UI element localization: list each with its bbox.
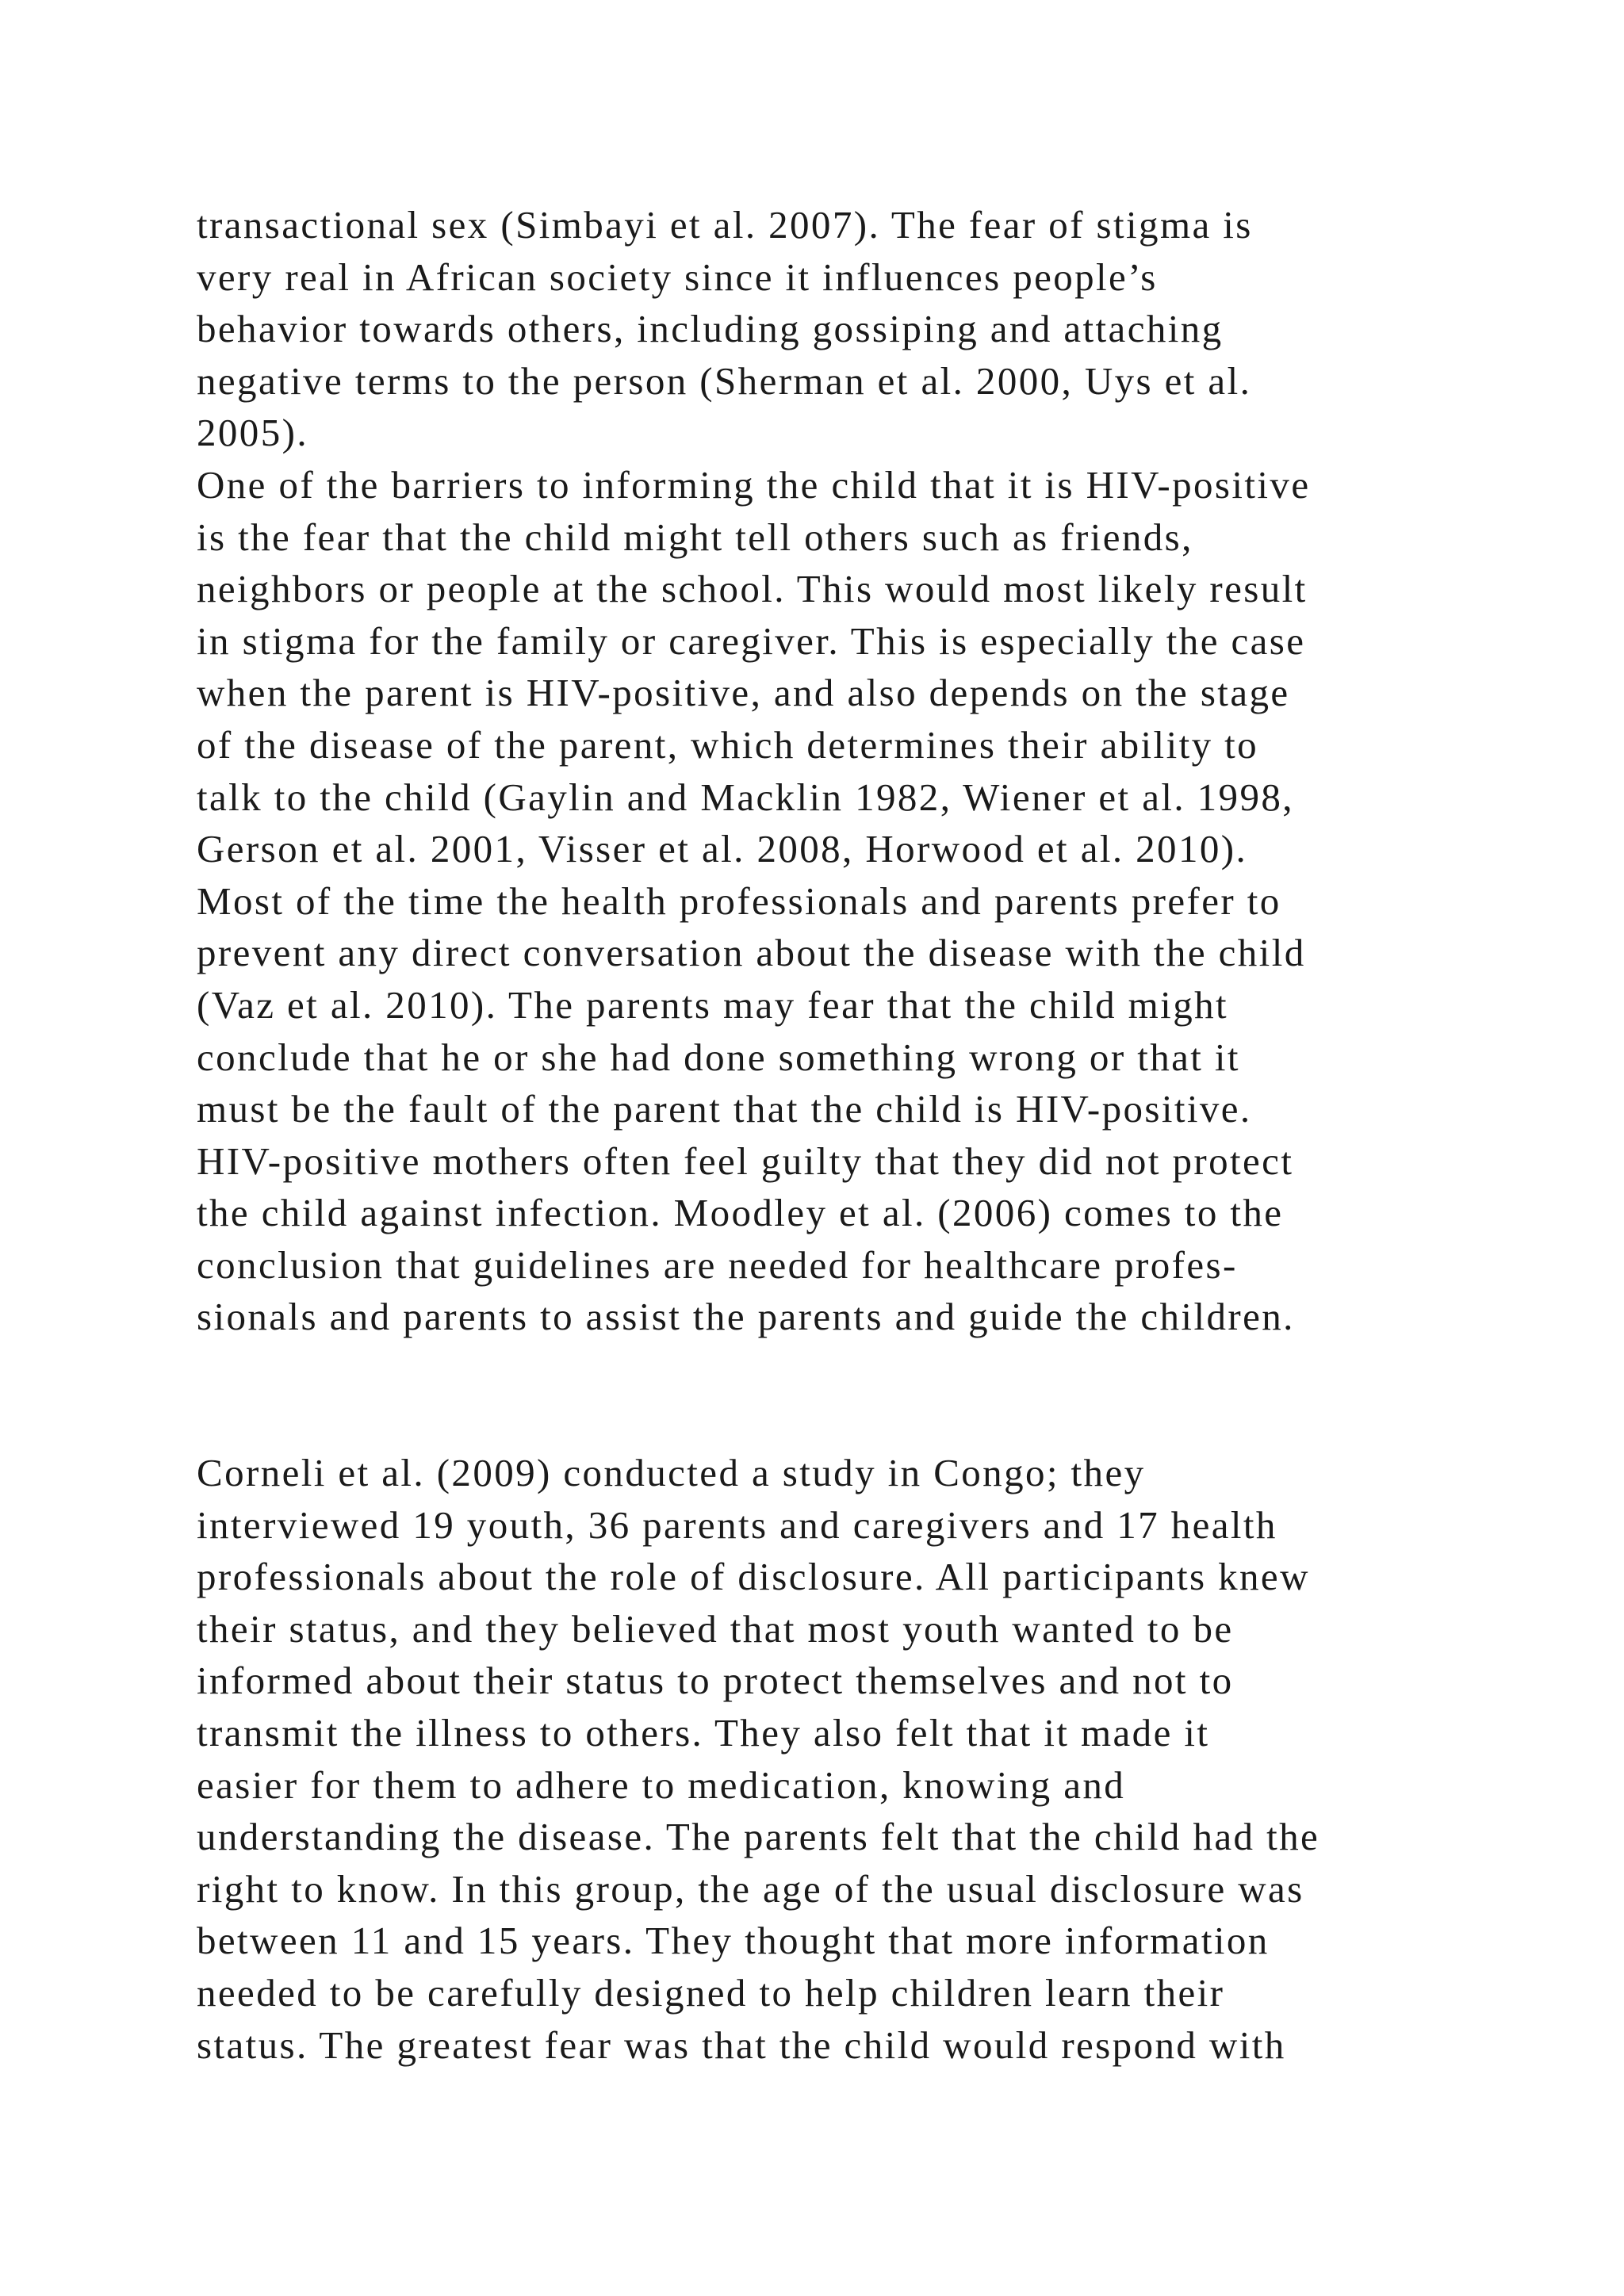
text-line: in stigma for the family or caregiver. This is especially the case (197, 618, 1306, 663)
text-line: sionals and parents to assist the parents and guide the children. (197, 1295, 1295, 1339)
text-line: informed about their status to protect themselves and not to (197, 1659, 1234, 1703)
text-line: transactional sex (Simbayi et al. 2007). The fear of stigma is (197, 203, 1253, 247)
text-line: conclusion that guidelines are needed for healthcare profes- (197, 1242, 1238, 1287)
text-line: negative terms to the person (Sherman et al. 2000, Uys et al. (197, 358, 1252, 403)
text-line: 2005). (197, 411, 308, 455)
text-line: of the disease of the parent, which determines their ability to (197, 722, 1259, 767)
text-line: must be the fault of the parent that the child is HIV-positive. (197, 1087, 1252, 1131)
text-line: professionals about the role of disclosure. All participants knew (197, 1555, 1310, 1599)
text-line: behavior towards others, including gossiping and attaching (197, 307, 1224, 351)
text-line: understanding the disease. The parents felt that the child had the (197, 1815, 1320, 1859)
text-line: easier for them to adhere to medication, knowing and (197, 1762, 1126, 1807)
text-line: is the fear that the child might tell others such as friends, (197, 515, 1193, 559)
text-line: the child against infection. Moodley et al. (2006) comes to the (197, 1191, 1284, 1235)
text-line: prevent any direct conversation about the disease with the child (197, 931, 1306, 975)
text-line: Gerson et al. 2001, Visser et al. 2008, Horwood et al. 2010). (197, 827, 1248, 871)
text-line: talk to the child (Gaylin and Macklin 1982, Wiener et al. 1998, (197, 775, 1294, 819)
text-line: between 11 and 15 years. They thought that more information (197, 1919, 1270, 1963)
text-line: neighbors or people at the school. This would most likely result (197, 567, 1308, 611)
text-line: transmit the illness to others. They also felt that it made it (197, 1710, 1210, 1755)
text-line: HIV-positive mothers often feel guilty that they did not protect (197, 1138, 1294, 1183)
text-line: Corneli et al. (2009) conducted a study in Congo; they (197, 1451, 1146, 1494)
text-line: One of the barriers to informing the child that it is HIV-positive (197, 462, 1311, 507)
text-line: very real in African society since it influences people’s (197, 254, 1158, 299)
text-line: their status, and they believed that most youth wanted to be (197, 1606, 1234, 1651)
text-line: interviewed 19 youth, 36 parents and caregivers and 17 health (197, 1502, 1277, 1547)
text-line: status. The greatest fear was that the child would respond with (197, 2022, 1286, 2067)
text-line: Most of the time the health professionals and parents prefer to (197, 878, 1281, 923)
text-line: (Vaz et al. 2010). The parents may fear that the child might (197, 982, 1229, 1027)
text-line: needed to be carefully designed to help children learn their (197, 1970, 1225, 2015)
text-block-2 (197, 1447, 1465, 2071)
text-line: when the parent is HIV-positive, and also depends on the stage (197, 671, 1290, 715)
text-line: conclude that he or she had done something wrong or that it (197, 1035, 1240, 1079)
text-block-1 (197, 199, 1465, 1343)
text-line: right to know. In this group, the age of the usual disclosure was (197, 1866, 1304, 1911)
